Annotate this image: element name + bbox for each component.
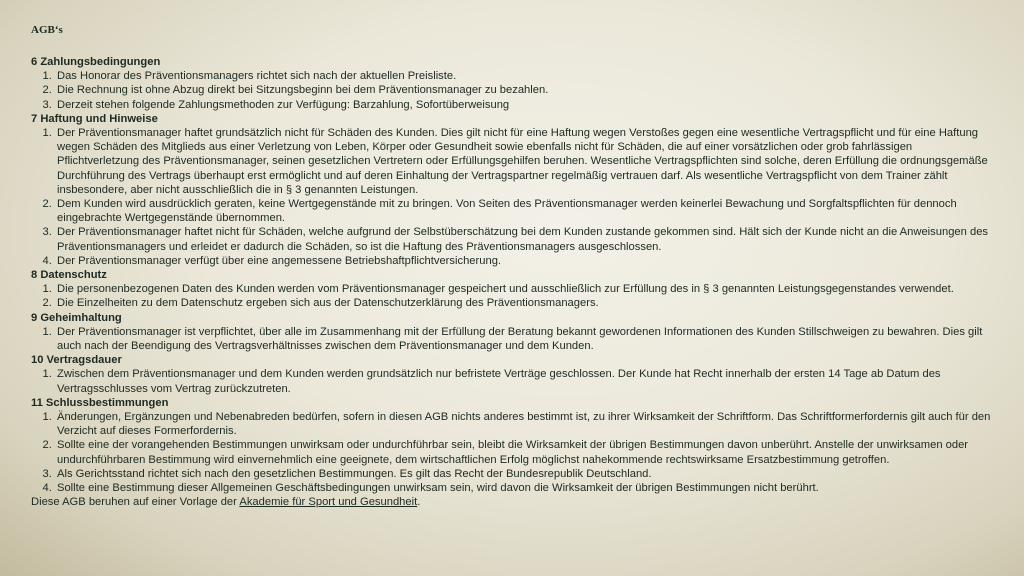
section-list bbox=[31, 69, 991, 112]
section-list bbox=[31, 126, 991, 268]
list-item: 1. Zwischen dem Präventionsmanager und dem Kunden werden grundsätzlich nur befristete Verträge geschlossen. Der Kunde hat Recht innerhalb der ersten 14 Tage ab Datum des Vertragsschlusses vom Vertrag zurückzutreten. bbox=[55, 367, 991, 395]
list-item: 4. Der Präventionsmanager verfügt über eine angemessene Betriebshaftpflichtversicherung. bbox=[55, 254, 991, 268]
academy-link[interactable]: Akademie für Sport und Gesundheit bbox=[239, 496, 418, 509]
section-heading: 9 Geheimhaltung bbox=[31, 311, 122, 324]
list-item: 3. Als Gerichtsstand richtet sich nach den gesetzlichen Bestimmungen. Es gilt das Recht der Bundesrepublik Deutschland. bbox=[55, 467, 991, 481]
document-title: AGB‘s bbox=[31, 24, 63, 36]
agb-document bbox=[31, 23, 991, 510]
section-list bbox=[31, 282, 991, 310]
list-item: 3. Der Präventionsmanager haftet nicht für Schäden, welche aufgrund der Selbstüberschätzung bei dem Kunden zustande gekommen sind. Hält sich der Kunde nicht an die Anweisungen des Präventionsmanagers und erleidet er dadurch die Schäden, so ist die Haftung des Präventionsmanagers ausgeschlossen. bbox=[55, 225, 991, 253]
section-list bbox=[31, 410, 991, 495]
list-item: 1. Der Präventionsmanager haftet grundsätzlich nicht für Schäden des Kunden. Dies gilt nicht für eine Haftung wegen Verstoßes gegen eine wesentliche Vertragspflicht und für eine Haftung wegen Schäden des Mitglieds aus einer Verletzung von Leben, Körper oder Gesundheit sowie ebenfalls nicht für Schäden, die auf einer vorsätzlichen oder grob fahrlässigen Pflichtverletzung des Präventionsmanager, seinen gesetzlichen Vertretern oder Erfüllungsgehilfen beruhen. Wesentliche Vertragspflichten sind solche, deren Erfüllung die ordnungsgemäße Durchführung des Vertrags überhaupt erst ermöglicht und auf deren Einhaltung der Vertragspartner regelmäßig vertrauen darf. Als wesentliche Vertragspflicht von dem Trainer zählt insbesondere, aber nicht ausschließlich die in § 3 genannten Leistungen. bbox=[55, 126, 991, 197]
section-list bbox=[31, 325, 991, 353]
section-heading: 8 Datenschutz bbox=[31, 269, 107, 282]
list-item: 1. Der Präventionsmanager ist verpflichtet, über alle im Zusammenhang mit der Erfüllung der Beratung bekannt gewordenen Informationen des Kunden Stillschweigen zu bewahren. Dies gilt auch nach der Beendigung des Vertragsverhältnisses zwischen dem Präventionsmanager und dem Kunden. bbox=[55, 325, 991, 353]
list-item: 1. Das Honorar des Präventionsmanagers richtet sich nach der aktuellen Preisliste. bbox=[55, 69, 991, 83]
list-item: 2. Sollte eine der vorangehenden Bestimmungen unwirksam oder undurchführbar sein, bleibt die Wirksamkeit der übrigen Bestimmungen davon unberührt. Anstelle der unwirksamen oder undurchführbaren Bestimmung wird einvernehmlich eine geeignete, dem wirtschaftlichen Erfolg möglichst nahekommende rechtswirksame Ersatzbestimmung getroffen. bbox=[55, 438, 991, 466]
list-item: 1. Die personenbezogenen Daten des Kunden werden vom Präventionsmanager gespeichert und ausschließlich zur Erfüllung des in § 3 genannten Leistungsgegenstandes verwendet. bbox=[55, 282, 991, 296]
footer-text: Diese AGB beruhen auf einer Vorlage der bbox=[31, 496, 240, 509]
footer-note bbox=[31, 495, 991, 509]
footer-suffix: . bbox=[417, 496, 421, 509]
list-item: 4. Sollte eine Bestimmung dieser Allgemeinen Geschäftsbedingungen unwirksam sein, wird davon die Wirksamkeit der übrigen Bestimmungen nicht berührt. bbox=[55, 481, 991, 495]
section-heading: 7 Haftung und Hinweise bbox=[31, 112, 158, 125]
section-heading: 11 Schlussbestimmungen bbox=[31, 396, 169, 409]
section-heading: 6 Zahlungsbedingungen bbox=[31, 56, 161, 68]
list-item: 2. Die Einzelheiten zu dem Datenschutz ergeben sich aus der Datenschutzerklärung des Präventionsmanagers. bbox=[55, 296, 991, 310]
list-item: 2. Die Rechnung ist ohne Abzug direkt bei Sitzungsbeginn bei dem Präventionsmanager zu bezahlen. bbox=[55, 83, 991, 97]
section-list bbox=[31, 367, 991, 395]
list-item: 1. Änderungen, Ergänzungen und Nebenabreden bedürfen, sofern in diesen AGB nichts anderes bestimmt ist, zu ihrer Wirksamkeit der Schriftform. Das Schriftformerfordernis gilt auch für den Verzicht auf dieses Formerfordernis. bbox=[55, 410, 991, 438]
section-heading: 10 Vertragsdauer bbox=[31, 354, 122, 367]
list-item: 2. Dem Kunden wird ausdrücklich geraten, keine Wertgegenstände mit zu bringen. Von Seiten des Präventionsmanager werden keinerlei Bewachung und Sorgfaltspflichten für dennoch eingebrachte Wertgegenstände übernommen. bbox=[55, 197, 991, 225]
list-item: 3. Derzeit stehen folgende Zahlungsmethoden zur Verfügung: Barzahlung, Sofortüberweisung bbox=[55, 98, 991, 112]
